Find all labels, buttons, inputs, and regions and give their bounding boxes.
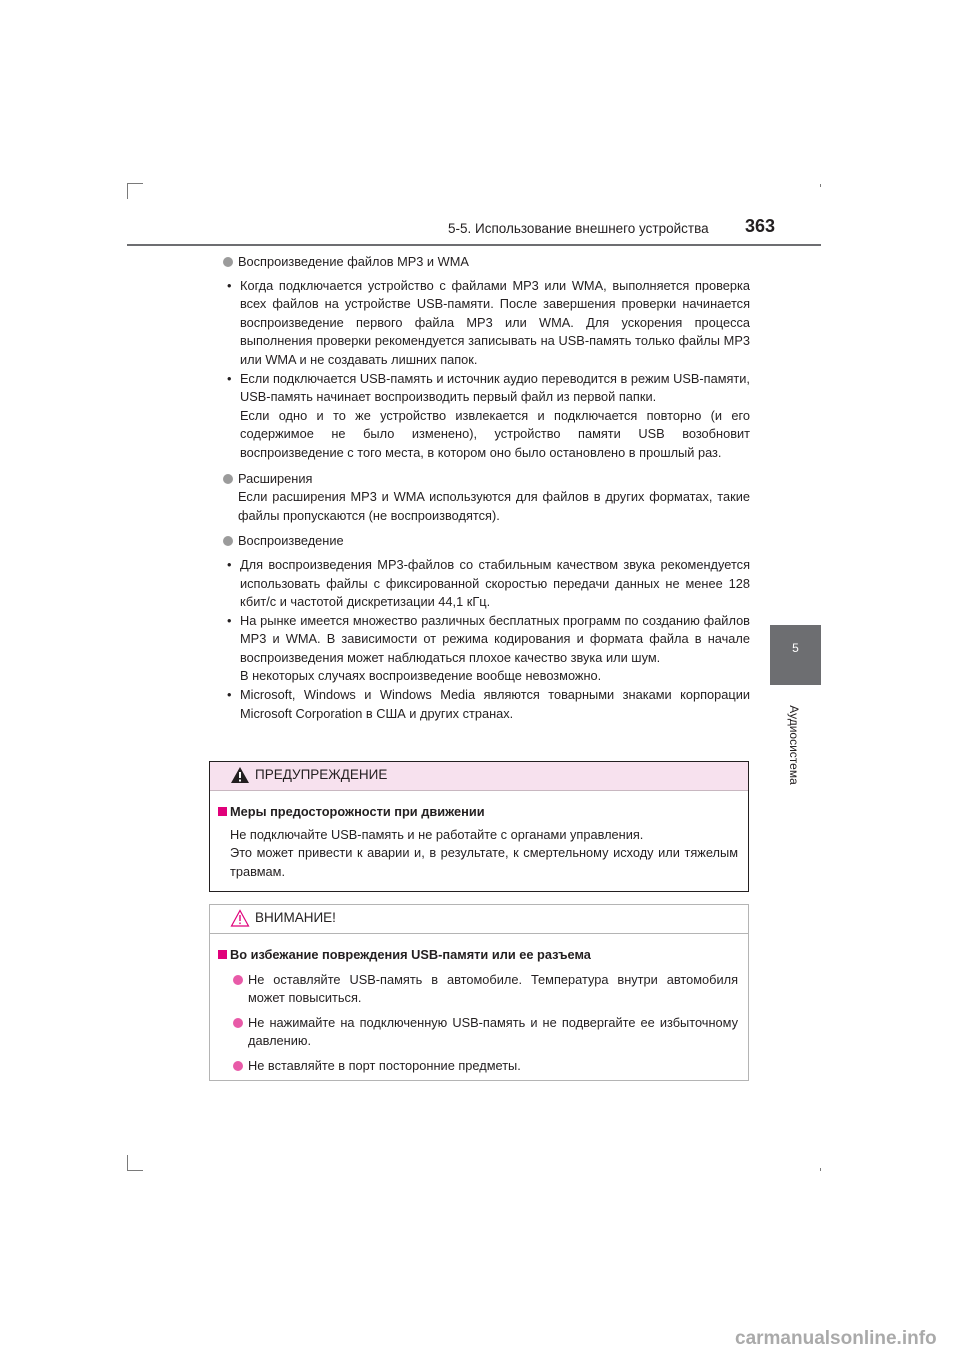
warning-heading bbox=[218, 803, 738, 822]
crop-mark-top-right bbox=[820, 184, 821, 187]
chapter-label-text: Аудиосистема bbox=[787, 705, 801, 785]
caution-heading-text: Во избежание повреждения USB-памяти или ее разъема bbox=[230, 947, 591, 962]
bullet: • bbox=[227, 612, 232, 628]
bullet: • bbox=[227, 277, 232, 293]
warning-title: ПРЕДУПРЕЖДЕНИЕ bbox=[255, 767, 388, 782]
section-heading-playback bbox=[222, 532, 750, 551]
caution-point bbox=[218, 971, 738, 1008]
caution-point bbox=[218, 1014, 738, 1051]
heading-text: Расширения bbox=[238, 470, 313, 486]
caution-triangle-icon bbox=[230, 909, 250, 927]
crop-mark-top-left-v bbox=[127, 183, 128, 199]
list-item-text: Для воспроизведения MP3-файлов со стабильным качеством звука рекомендуется использовать файлы с фиксированной скоростью передачи данных не менее 128 кбит/с и частотой дискретизации 44,1 кГц. bbox=[240, 556, 750, 610]
caution-heading bbox=[218, 946, 738, 965]
caution-title-bar bbox=[210, 905, 748, 934]
pink-bullet-icon bbox=[233, 975, 243, 985]
grey-bullet-icon bbox=[223, 257, 233, 267]
caution-point-text: Не нажимайте на подключенную USB-память и не подвергайте ее избыточному давлению. bbox=[248, 1014, 738, 1049]
list-item bbox=[222, 277, 750, 370]
warning-title-bar bbox=[210, 762, 748, 791]
watermark: carmanualsonline.info bbox=[735, 1328, 937, 1349]
warning-triangle-icon bbox=[230, 766, 250, 784]
chapter-label bbox=[771, 690, 817, 800]
header-rule bbox=[127, 244, 821, 246]
sub-list bbox=[222, 277, 750, 463]
list-item bbox=[222, 612, 750, 668]
section-heading-mp3-wma bbox=[222, 253, 750, 272]
warning-heading-text: Меры предосторожности при движении bbox=[230, 804, 485, 819]
paragraph: Если расширения MP3 и WMA используются для файлов в других форматах, такие файлы пропускаются (не воспроизводятся). bbox=[238, 489, 750, 523]
grey-bullet-icon bbox=[223, 536, 233, 546]
paragraph: В некоторых случаях воспроизведение вообще невозможно. bbox=[240, 668, 602, 684]
crop-mark-top-left-h bbox=[127, 183, 143, 184]
crop-mark-bottom-right bbox=[820, 1168, 821, 1171]
chapter-tab: 5 bbox=[770, 625, 821, 685]
list-item-text: На рынке имеется множество различных бесплатных программ по созданию файлов MP3 и WMA. В зависимости от режима кодирования и формата файла в начале воспроизведения может наблюдаться плохое качество звука или шум. bbox=[240, 612, 750, 665]
crop-mark-bottom-left-h bbox=[127, 1170, 143, 1171]
pink-square-icon bbox=[218, 807, 227, 816]
caution-body bbox=[210, 934, 748, 1076]
list-item-text: Microsoft, Windows и Windows Media являются товарными знаками корпорации Microsoft Corporation в США и других странах. bbox=[240, 687, 750, 721]
caution-point-text: Не вставляйте в порт посторонние предметы. bbox=[248, 1057, 521, 1073]
page-number: 363 bbox=[745, 216, 776, 236]
caution-point-text: Не оставляйте USB-память в автомобиле. Температура внутри автомобиля может повыситься. bbox=[248, 971, 738, 1006]
heading-text: Воспроизведение файлов MP3 и WMA bbox=[238, 254, 469, 269]
grey-bullet-icon bbox=[223, 474, 233, 484]
bullet: • bbox=[227, 556, 232, 572]
caution-point bbox=[218, 1057, 738, 1076]
list-item bbox=[222, 370, 750, 407]
main-content bbox=[222, 253, 750, 723]
list-item-text: Если подключается USB-память и источник аудио переводится в режим USB-памяти, USB-память начинает воспроизводить первый файл из первой папки. bbox=[240, 370, 750, 405]
warning-body bbox=[210, 791, 748, 881]
crop-mark-bottom-left-v bbox=[127, 1155, 128, 1171]
list-item bbox=[222, 556, 750, 612]
bullet: • bbox=[227, 370, 232, 386]
warning-box bbox=[209, 761, 749, 892]
section-title: 5-5. Использование внешнего устройства bbox=[448, 221, 709, 236]
pink-square-icon bbox=[218, 950, 227, 959]
warning-line: Не подключайте USB-память и не работайте с органами управления. bbox=[230, 826, 644, 842]
warning-line: Это может привести к аварии и, в результате, к смертельному исходу или тяжелым травмам. bbox=[230, 845, 738, 879]
pink-bullet-icon bbox=[233, 1018, 243, 1028]
caution-title: ВНИМАНИЕ! bbox=[255, 910, 336, 925]
paragraph: Если одно и то же устройство извлекается и подключается повторно (и его содержимое не было изменено), устройство памяти USB возобновит воспроизведение с того места, в котором оно было остановлено в прошлый раз. bbox=[240, 407, 750, 460]
bullet: • bbox=[227, 687, 232, 703]
sub-list bbox=[222, 556, 750, 723]
list-item bbox=[222, 686, 750, 723]
pink-bullet-icon bbox=[233, 1061, 243, 1071]
heading-text: Воспроизведение bbox=[238, 533, 344, 549]
caution-box bbox=[209, 904, 749, 1081]
list-item-text: Когда подключается устройство с файлами MP3 или WMA, выполняется проверка всех файлов на устройстве USB-памяти. После завершения проверки начинается воспроизведение первого файла MP3 или WMA. Для ускорения процесса выполнения проверки рекомендуется записывать на USB-память только файлы MP3 или WMA и не создавать лишних папок. bbox=[240, 277, 750, 367]
section-heading-extensions bbox=[222, 470, 750, 489]
